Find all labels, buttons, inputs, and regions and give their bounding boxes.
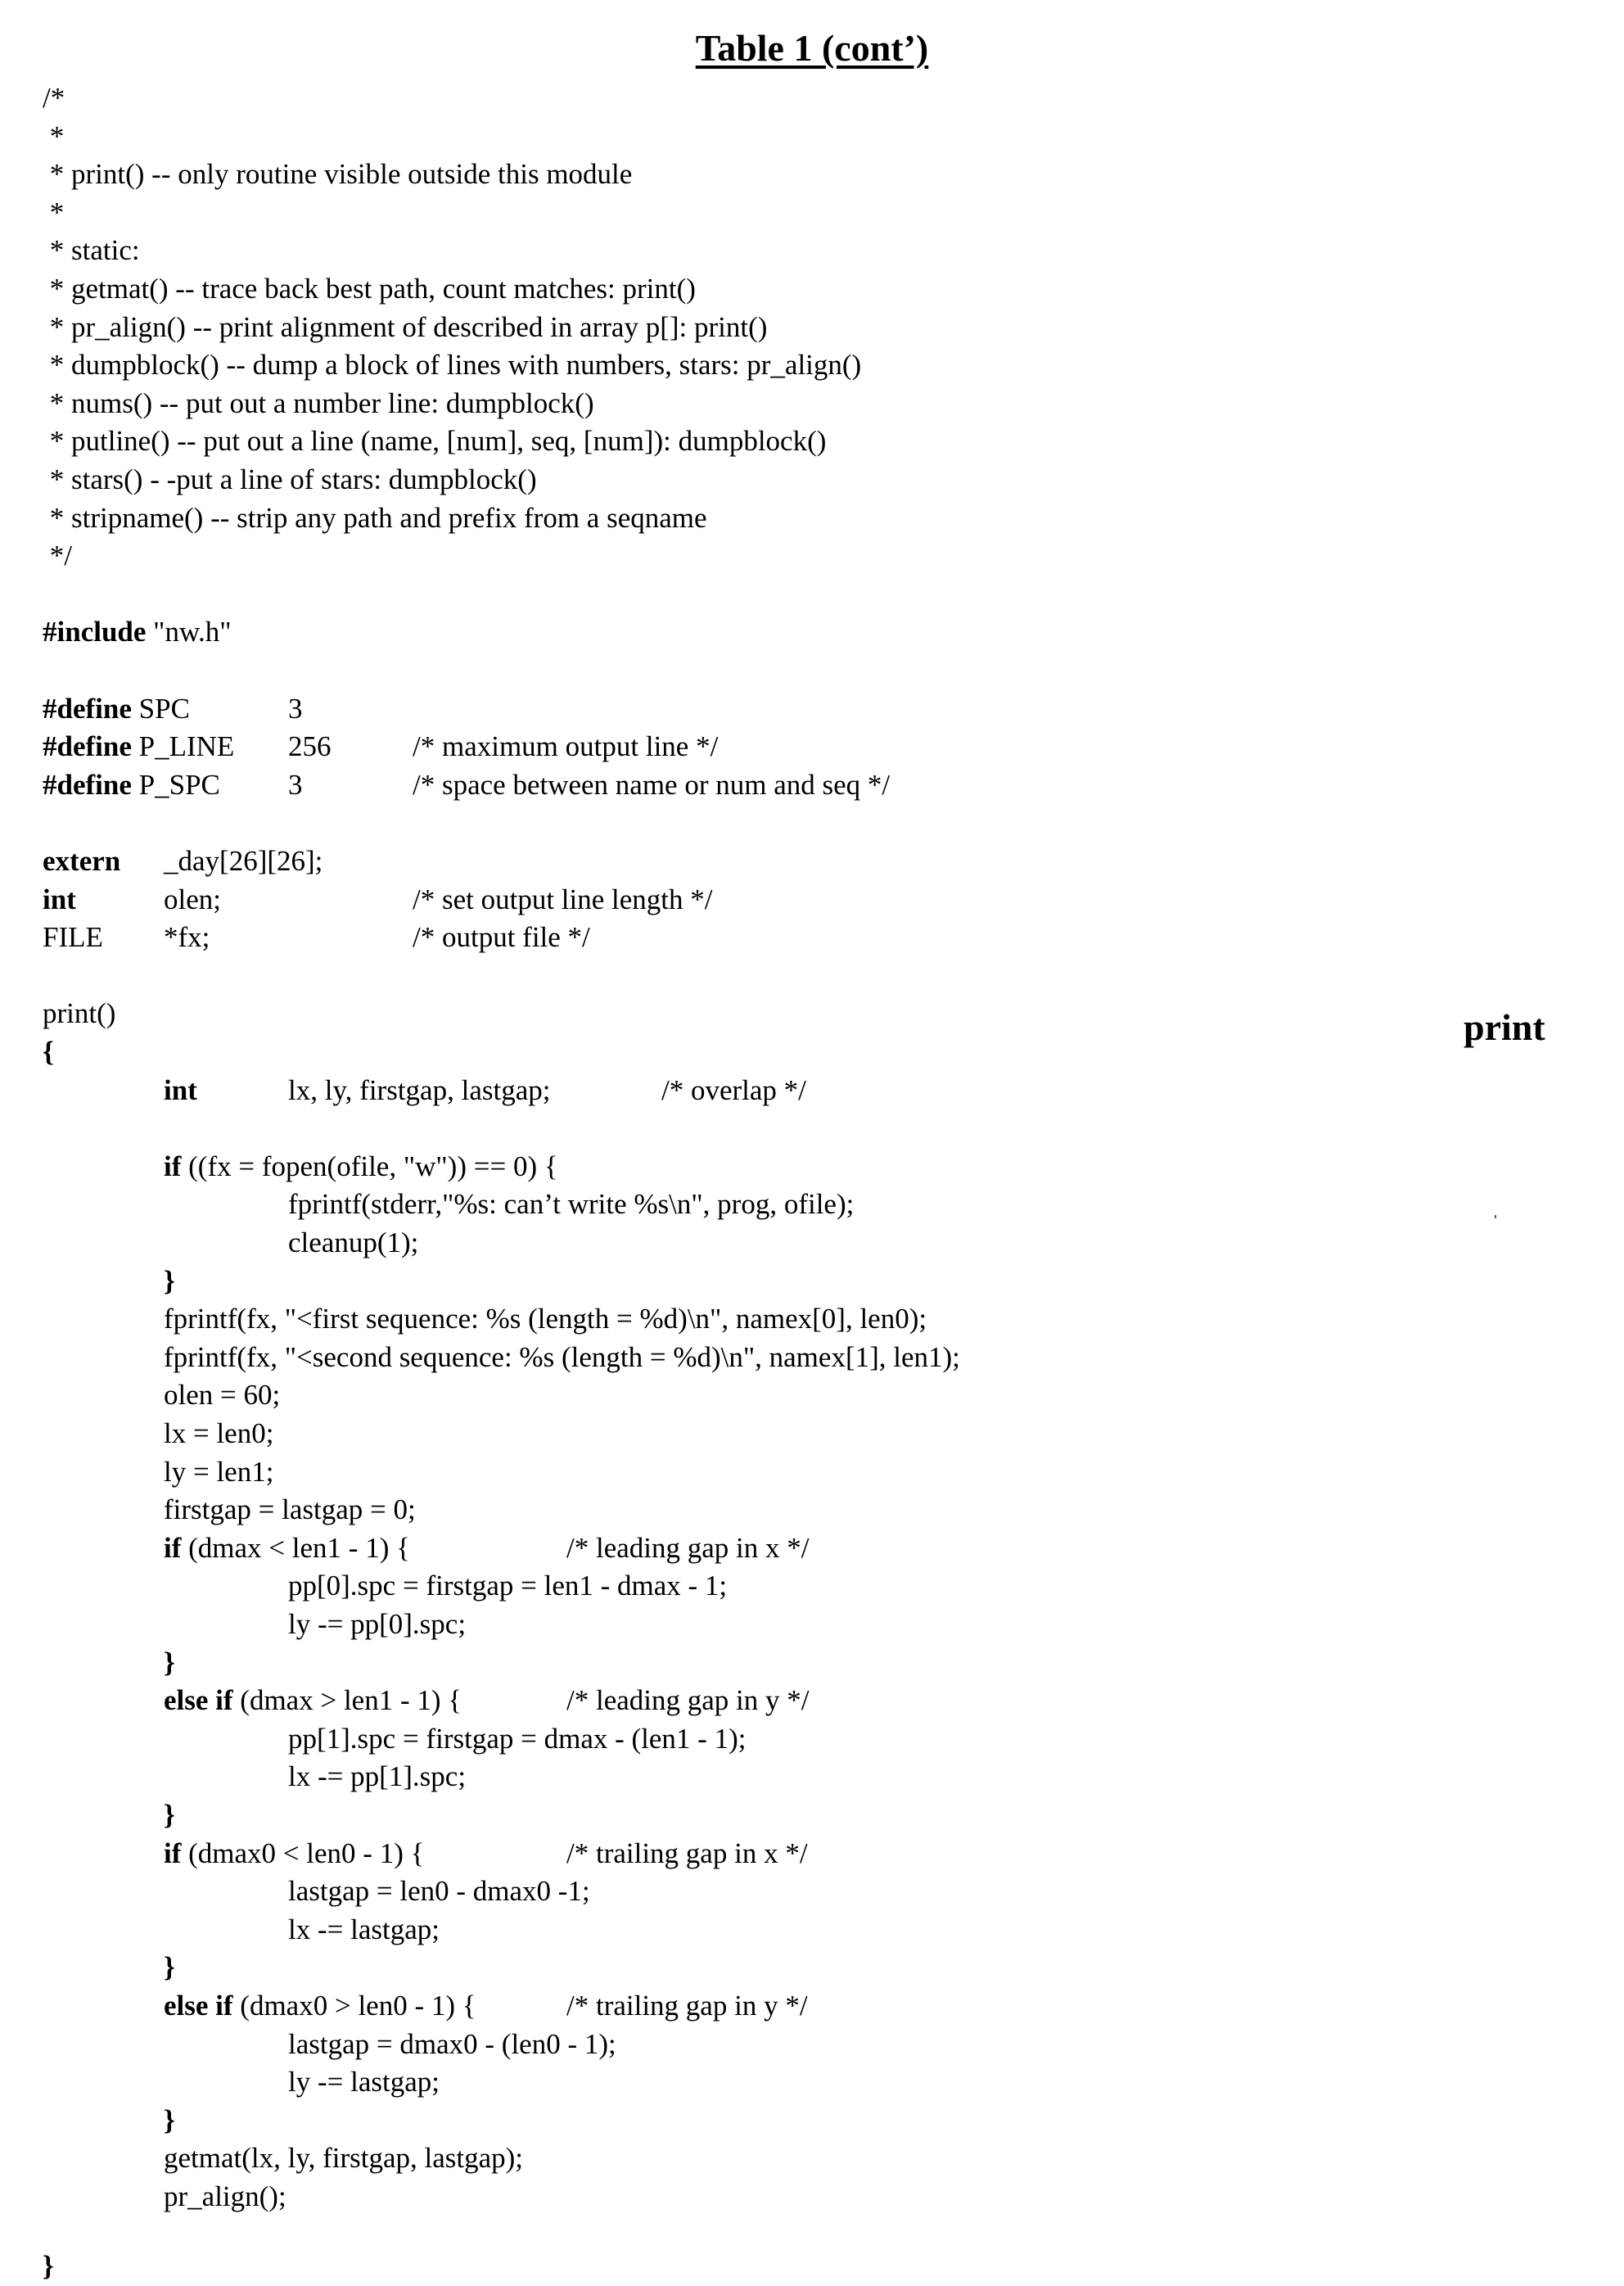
variable-name: *fx; [164, 921, 210, 954]
statement [164, 1147, 558, 1186]
statement [164, 1376, 280, 1414]
variable-name: olen; [164, 883, 221, 915]
statement-text: (dmax < len1 - 1) { [181, 1531, 410, 1564]
variable-name: _day[26][26]; [164, 845, 323, 877]
statement [288, 1223, 418, 1262]
brace: } [164, 2103, 175, 2136]
comment-text: * pr_align() -- print alignment of described in array p[]: print() [43, 310, 768, 343]
comment-text: /* maximum output line */ [413, 730, 719, 763]
statement [164, 1834, 424, 1873]
page-title: Table 1 (cont’) [695, 27, 929, 69]
statement-text: ((fx = fopen(ofile, "w")) == 0) { [181, 1150, 558, 1182]
type-keyword: int [43, 883, 76, 915]
brace: } [164, 1264, 175, 1297]
comment-text: * getmat() -- trace back best path, count matches: print() [43, 273, 696, 305]
statement-text: lx -= lastgap; [288, 1913, 440, 1945]
scan-speck [1495, 1215, 1496, 1218]
comment-text: /* leading gap in y */ [566, 1684, 810, 1717]
statement-text: ly = len1; [164, 1455, 274, 1488]
statement-text: cleanup(1); [288, 1227, 419, 1258]
brace: } [164, 1646, 175, 1678]
statement [164, 1452, 273, 1491]
preprocessor-keyword: #define [43, 692, 132, 725]
statement [288, 1872, 590, 1910]
comment-text: * static: [43, 234, 140, 267]
macro-name: P_SPC [131, 768, 220, 801]
statement-text: fprintf(stderr,"%s: can’t write %s\n", prog, ofile); [288, 1188, 855, 1221]
control-keyword: else if [164, 1990, 233, 2022]
statement [164, 1262, 175, 1300]
statement-text: lastgap = dmax0 - (len0 - 1); [288, 2027, 616, 2060]
statement [288, 1910, 440, 1949]
macro-value: 3 [288, 768, 303, 801]
comment-text: * [43, 196, 65, 228]
control-keyword: else if [164, 1684, 233, 1717]
statement [164, 2101, 175, 2139]
comment-text: /* leading gap in x */ [566, 1531, 810, 1564]
comment-text: /* output file */ [413, 921, 590, 954]
comment-text: * stars() - -put a line of stars: dumpblock() [43, 463, 537, 495]
statement [164, 1338, 960, 1376]
statement [164, 1643, 175, 1682]
statement-text: fprintf(fx, "<second sequence: %s (length = %d)\n", namex[1], len1); [164, 1340, 960, 1373]
statement [164, 1529, 410, 1567]
statement [164, 1681, 462, 1719]
comment-text: * [43, 120, 65, 152]
variable-list: lx, ly, firstgap, lastgap; [288, 1073, 551, 1106]
statement-text: fprintf(fx, "<first sequence: %s (length = %d)\n", namex[0], len0); [164, 1303, 927, 1335]
comment-text: */ [43, 540, 72, 572]
statement-text: (dmax0 < len0 - 1) { [181, 1836, 425, 1869]
statement [288, 2025, 616, 2063]
statement-text: ly -= lastgap; [288, 2066, 440, 2099]
comment-text: * nums() -- put out a number line: dumpblock() [43, 386, 594, 419]
statement-text: pp[1].spc = firstgap = dmax - (len1 - 1); [288, 1722, 747, 1755]
statement [164, 1414, 273, 1452]
statement [164, 2177, 286, 2216]
macro-value: 256 [288, 730, 332, 763]
comment-text: /* trailing gap in x */ [566, 1836, 808, 1869]
define-name [43, 766, 220, 804]
comment-text: /* [43, 82, 65, 114]
comment-text: /* set output line length */ [413, 883, 713, 915]
statement [164, 2139, 523, 2177]
statement-text: lx = len0; [164, 1417, 274, 1449]
statement-text: lastgap = len0 - dmax0 -1; [288, 1875, 590, 1908]
statement [288, 1185, 854, 1223]
statement-text: (dmax > len1 - 1) { [232, 1684, 462, 1717]
function-name: print() [43, 997, 116, 1030]
macro-name: P_LINE [131, 730, 235, 763]
macro-value: 3 [288, 692, 303, 725]
type-keyword: FILE [43, 921, 103, 954]
preprocessor-keyword: #include [43, 616, 147, 648]
include-file: "nw.h" [146, 616, 232, 648]
comment-text: /* trailing gap in y */ [566, 1990, 808, 2022]
statement [164, 1948, 175, 1986]
statement-text: lx -= pp[1].spc; [288, 1760, 467, 1793]
statement-text: pr_align(); [164, 2180, 286, 2212]
statement [288, 1605, 466, 1643]
statement-text: ly -= pp[0].spc; [288, 1608, 467, 1640]
statement-text: pp[0].spc = firstgap = len1 - dmax - 1; [288, 1570, 728, 1602]
comment-text: * print() -- only routine visible outside this module [43, 158, 633, 191]
brace: { [43, 1036, 54, 1068]
statement [288, 1757, 466, 1796]
control-keyword: if [164, 1836, 182, 1869]
define-name [43, 727, 234, 766]
macro-name: SPC [131, 692, 190, 725]
type-keyword: int [164, 1073, 197, 1106]
control-keyword: if [164, 1150, 182, 1182]
statement [288, 1566, 727, 1605]
statement-text: olen = 60; [164, 1379, 281, 1412]
include-directive [43, 612, 232, 651]
section-label-print: print [1464, 1006, 1545, 1048]
statement-text: (dmax0 > len0 - 1) { [232, 1990, 476, 2022]
comment-text: /* overlap */ [661, 1073, 806, 1106]
comment-text: /* space between name or num and seq */ [413, 768, 891, 801]
statement [288, 1719, 746, 1758]
statement-text: getmat(lx, ly, firstgap, lastgap); [164, 2142, 524, 2175]
type-keyword: extern [43, 845, 121, 877]
comment-text: * dumpblock() -- dump a block of lines with numbers, stars: pr_align() [43, 349, 862, 382]
brace: } [43, 2250, 54, 2283]
statement [164, 1299, 927, 1338]
comment-text: * stripname() -- strip any path and prefix from a seqname [43, 501, 707, 534]
define-name [43, 689, 190, 728]
preprocessor-keyword: #define [43, 768, 132, 801]
statement [164, 1490, 416, 1529]
preprocessor-keyword: #define [43, 730, 132, 763]
statement [288, 2062, 440, 2101]
brace: } [164, 1951, 175, 1984]
brace: } [164, 1799, 175, 1831]
statement-text: firstgap = lastgap = 0; [164, 1493, 416, 1526]
statement [164, 1796, 175, 1834]
control-keyword: if [164, 1531, 182, 1564]
statement [164, 1986, 476, 2025]
comment-text: * putline() -- put out a line (name, [num], seq, [num]): dumpblock() [43, 425, 827, 458]
